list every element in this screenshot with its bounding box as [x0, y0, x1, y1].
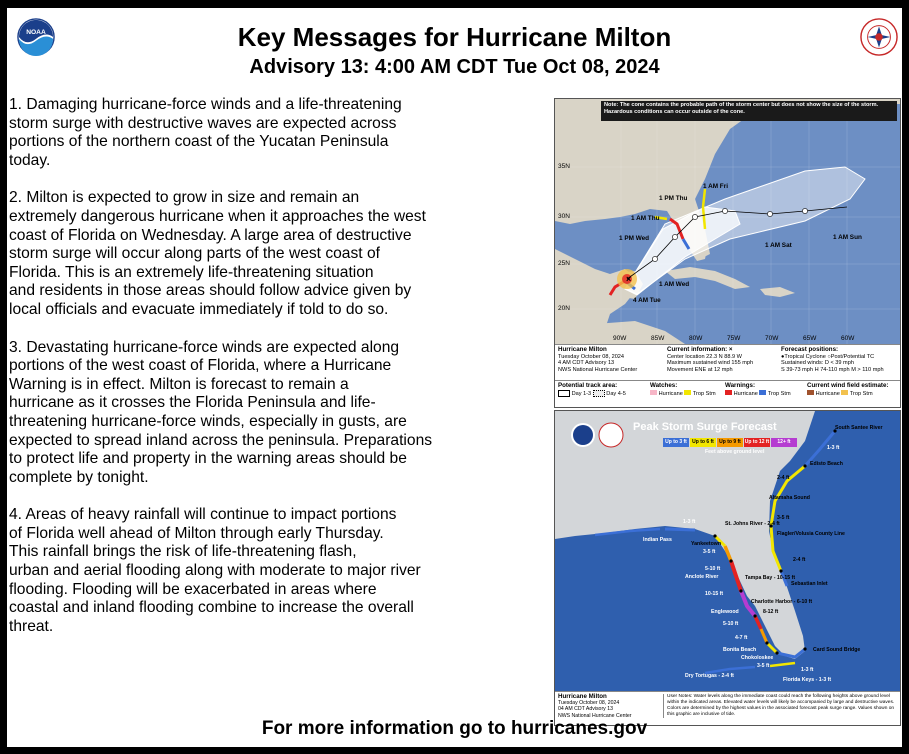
page-title: Key Messages for Hurricane Milton — [237, 22, 672, 52]
forecast-positions-title: Forecast positions: — [781, 346, 839, 353]
fp-tropical: Tropical Cyclone — [784, 353, 826, 360]
day13-label: Day 1-3 — [571, 390, 592, 397]
surge-legend-6ft: Up to 6 ft — [690, 438, 716, 447]
surge-label: 1-3 ft — [827, 445, 840, 451]
track-label: 1 AM Sat — [765, 242, 792, 249]
track-label: 1 PM Wed — [619, 235, 650, 242]
surge-label: St. Johns River - 2-4 ft — [725, 521, 780, 527]
key-messages-list — [9, 96, 544, 655]
track-label: 1 AM Sun — [833, 234, 862, 241]
surge-center: NWS National Hurricane Center — [558, 712, 632, 719]
surge-legend-12ft: Up to 12 ft — [744, 439, 770, 445]
cone-storm-name: Hurricane Milton — [558, 346, 607, 353]
surge-label: Florida Keys - 1-3 ft — [783, 677, 832, 683]
surge-label: Bonita Beach — [723, 647, 757, 653]
surge-legend-3ft: Up to 3 ft — [663, 438, 689, 447]
surge-label: 8-12 ft — [763, 609, 779, 615]
surge-label: Edisto Beach — [810, 461, 843, 467]
lon-label: 70W — [765, 335, 779, 342]
advisory-subtitle: Advisory 13: 4:00 AM CDT Tue Oct 08, 2024 — [249, 56, 660, 78]
track-area-title: Potential track area: — [558, 382, 618, 389]
track-label: 4 AM Tue — [633, 297, 661, 304]
lon-label: 90W — [613, 335, 627, 342]
cone-date: Tuesday October 08, 2024 — [558, 353, 625, 360]
hurricane-warning-label: Hurricane — [733, 390, 758, 397]
surge-user-notes: User Notes: Water levels along the immediate coast could reach the following heights above ground level within the indicated areas. Elevated water levels will likely be accompanied by large and destructive waves. Colors are determined by the highest values in the associated forecast peak surge range. Values shown on this graphic are inclusive of tide. — [663, 694, 901, 718]
surge-label: Card Sound Bridge — [813, 647, 861, 653]
surge-legend-9ft: Up to 9 ft — [717, 438, 743, 447]
surge-label: Anclote River — [685, 574, 719, 580]
cone-advisory: 4 AM CDT Advisory 13 — [558, 360, 615, 367]
cone-note-text: Note: The cone contains the probable path of the storm center but does not show the size of the storm. Hazardous conditions can occur outside of the cone. — [601, 101, 897, 121]
lon-label: 75W — [727, 335, 741, 342]
surge-label: Englewood — [711, 609, 739, 615]
wf-hurricane-swatch — [807, 390, 814, 395]
movement: Movement ENE at 12 mph — [667, 366, 733, 373]
warnings-legend — [725, 383, 805, 397]
watches-legend — [650, 383, 720, 397]
key-messages-page — [7, 8, 902, 747]
key-message-2: 2. Milton is expected to grow in size and remain an extremely dangerous hurricane when it approaches the west coast of Florida on Wednesday. A large area of destructive storm surge will occur along parts of the west coast of Florida. This is an extremely life-threatening situation and residents in those areas should follow advice given by local officials and evacuate immediately if told to do so. — [9, 189, 426, 318]
fp-h: H 74-110 mph — [814, 366, 850, 373]
surge-label: 3-5 ft — [777, 515, 790, 521]
lon-label: 60W — [841, 335, 855, 342]
wf-ts-swatch — [841, 390, 848, 395]
fp-s: S 39-73 mph — [781, 366, 814, 373]
surge-label: Altamaha Sound — [769, 495, 810, 501]
lon-label: 85W — [651, 335, 665, 342]
track-area-legend — [558, 383, 648, 397]
cone-storm-info — [558, 347, 663, 373]
wf-ts-label: Trop Stm — [849, 390, 873, 397]
surge-date: Tuesday October 08, 2024 — [558, 700, 620, 707]
ts-warning-swatch — [759, 390, 766, 395]
fp-dot-icon: ● — [781, 353, 785, 360]
key-message-4: 4. Areas of heavy rainfall will continue to impact portions of Florida well ahead of Milton through early Thursday. This rainfall brings the risk of life-threatening flash, urban and aerial flooding along with moderate to major river flooding. Flooding will be exacerbated in areas where coastal and inland flooding combine to increase the overall threat. — [9, 506, 421, 635]
key-message-3: 3. Devastating hurricane-force winds are expected along portions of the west coast of Florida, where a Hurricane Warning is in effect. Milton is forecast to remain a hurricane as it crosses the Florida Peninsula and life- threatening hurricane-force winds, especially in gusts, are expected to spread inland across the peninsula. Preparations to protect life and property in the warning areas should be complete by tonight. — [9, 338, 433, 486]
ts-warning-label: Trop Stm — [767, 390, 791, 397]
hurricane-warning-swatch — [725, 390, 732, 395]
wf-hurricane-label: Hurricane — [815, 390, 840, 397]
svg-text:×: × — [626, 274, 632, 284]
surge-label: 5-10 ft — [705, 566, 721, 572]
wind-field-legend — [807, 383, 899, 397]
current-info-title: Current information: × — [667, 346, 733, 353]
day45-swatch — [593, 390, 605, 397]
surge-label: Dry Tortugas - 2-4 ft — [685, 673, 734, 679]
max-wind: Maximum sustained wind 155 mph — [667, 360, 754, 367]
cone-map-graphic — [555, 99, 900, 344]
hurricane-watch-swatch — [650, 390, 657, 395]
cone-info-bar — [555, 344, 900, 408]
lat-label: 35N — [558, 163, 570, 170]
warnings-title: Warnings: — [725, 382, 756, 389]
surge-label: 10-15 ft — [705, 591, 724, 597]
wind-field-title: Current wind field estimate: — [807, 382, 889, 389]
key-message-1: 1. Damaging hurricane-force winds and a life-threatening storm surge with destructive waves are expected across portions of the northern coast of the Yucatan Peninsula today. — [9, 96, 402, 169]
watches-title: Watches: — [650, 382, 678, 389]
surge-title: Peak Storm Surge Forecast — [633, 421, 777, 433]
surge-label: Chokoloskee — [741, 655, 774, 661]
surge-label: 1-3 ft — [801, 667, 814, 673]
fp-ring-icon: ○ — [827, 353, 831, 360]
cone-forecast-positions — [781, 347, 899, 373]
noaa-logo-text: NOAA — [26, 29, 46, 37]
surge-label: 1-3 ft — [683, 519, 696, 525]
fp-sustained: Sustained winds: — [781, 360, 824, 367]
cone-current-info — [667, 347, 777, 373]
day45-label: Day 4-5 — [606, 390, 626, 397]
lat-label: 25N — [558, 260, 570, 267]
ts-watch-swatch — [684, 390, 691, 395]
surge-label: South Santee River — [835, 425, 883, 431]
lat-label: 20N — [558, 305, 570, 312]
surge-label: 4-7 ft — [735, 635, 748, 641]
center-location: Center location 22.3 N 88.9 W — [667, 353, 742, 360]
ts-watch-label: Trop Stm — [692, 390, 716, 397]
lon-label: 65W — [803, 335, 817, 342]
storm-surge-map — [554, 410, 901, 726]
track-label: 1 PM Thu — [659, 195, 688, 202]
cone-center: NWS National Hurricane Center — [558, 366, 638, 373]
track-label: 1 AM Thu — [631, 215, 660, 222]
surge-label: 3-5 ft — [703, 549, 716, 555]
track-label: 1 AM Fri — [703, 183, 728, 190]
surge-label: Indian Pass — [643, 537, 672, 543]
footer-link-text: For more information go to hurricanes.gov — [261, 718, 648, 739]
surge-legend-note: Feet above ground level — [705, 449, 765, 455]
surge-legend-12plus: 12+ ft — [771, 438, 797, 447]
surge-label: Flagler/Volusia County Line — [777, 531, 845, 537]
fp-post: Post/Potential TC — [830, 353, 875, 360]
surge-label: Tampa Bay - 10-15 ft — [745, 575, 796, 581]
lon-label: 80W — [689, 335, 703, 342]
surge-label: Charlotte Harbor - 6-10 ft — [751, 599, 813, 605]
surge-advisory: 04 AM CDT Advisory 13 — [558, 706, 613, 713]
fp-d: D < 39 mph — [824, 360, 854, 367]
day13-swatch — [558, 390, 570, 397]
surge-label: 2-4 ft — [777, 475, 790, 481]
surge-storm-info — [558, 694, 658, 719]
surge-label: 5-10 ft — [723, 621, 739, 627]
hurricane-watch-label: Hurricane — [658, 390, 683, 397]
cone-forecast-map — [554, 98, 901, 408]
fp-m: M > 110 mph — [851, 366, 884, 373]
surge-storm-name: Hurricane Milton — [558, 693, 607, 700]
surge-label: Sebastian Inlet — [791, 581, 828, 587]
track-label: 1 AM Wed — [659, 281, 690, 288]
lat-label: 30N — [558, 213, 570, 220]
surge-label: 3-5 ft — [757, 663, 770, 669]
surge-label: 2-4 ft — [793, 557, 806, 563]
surge-label: Yankeetown — [691, 541, 721, 547]
